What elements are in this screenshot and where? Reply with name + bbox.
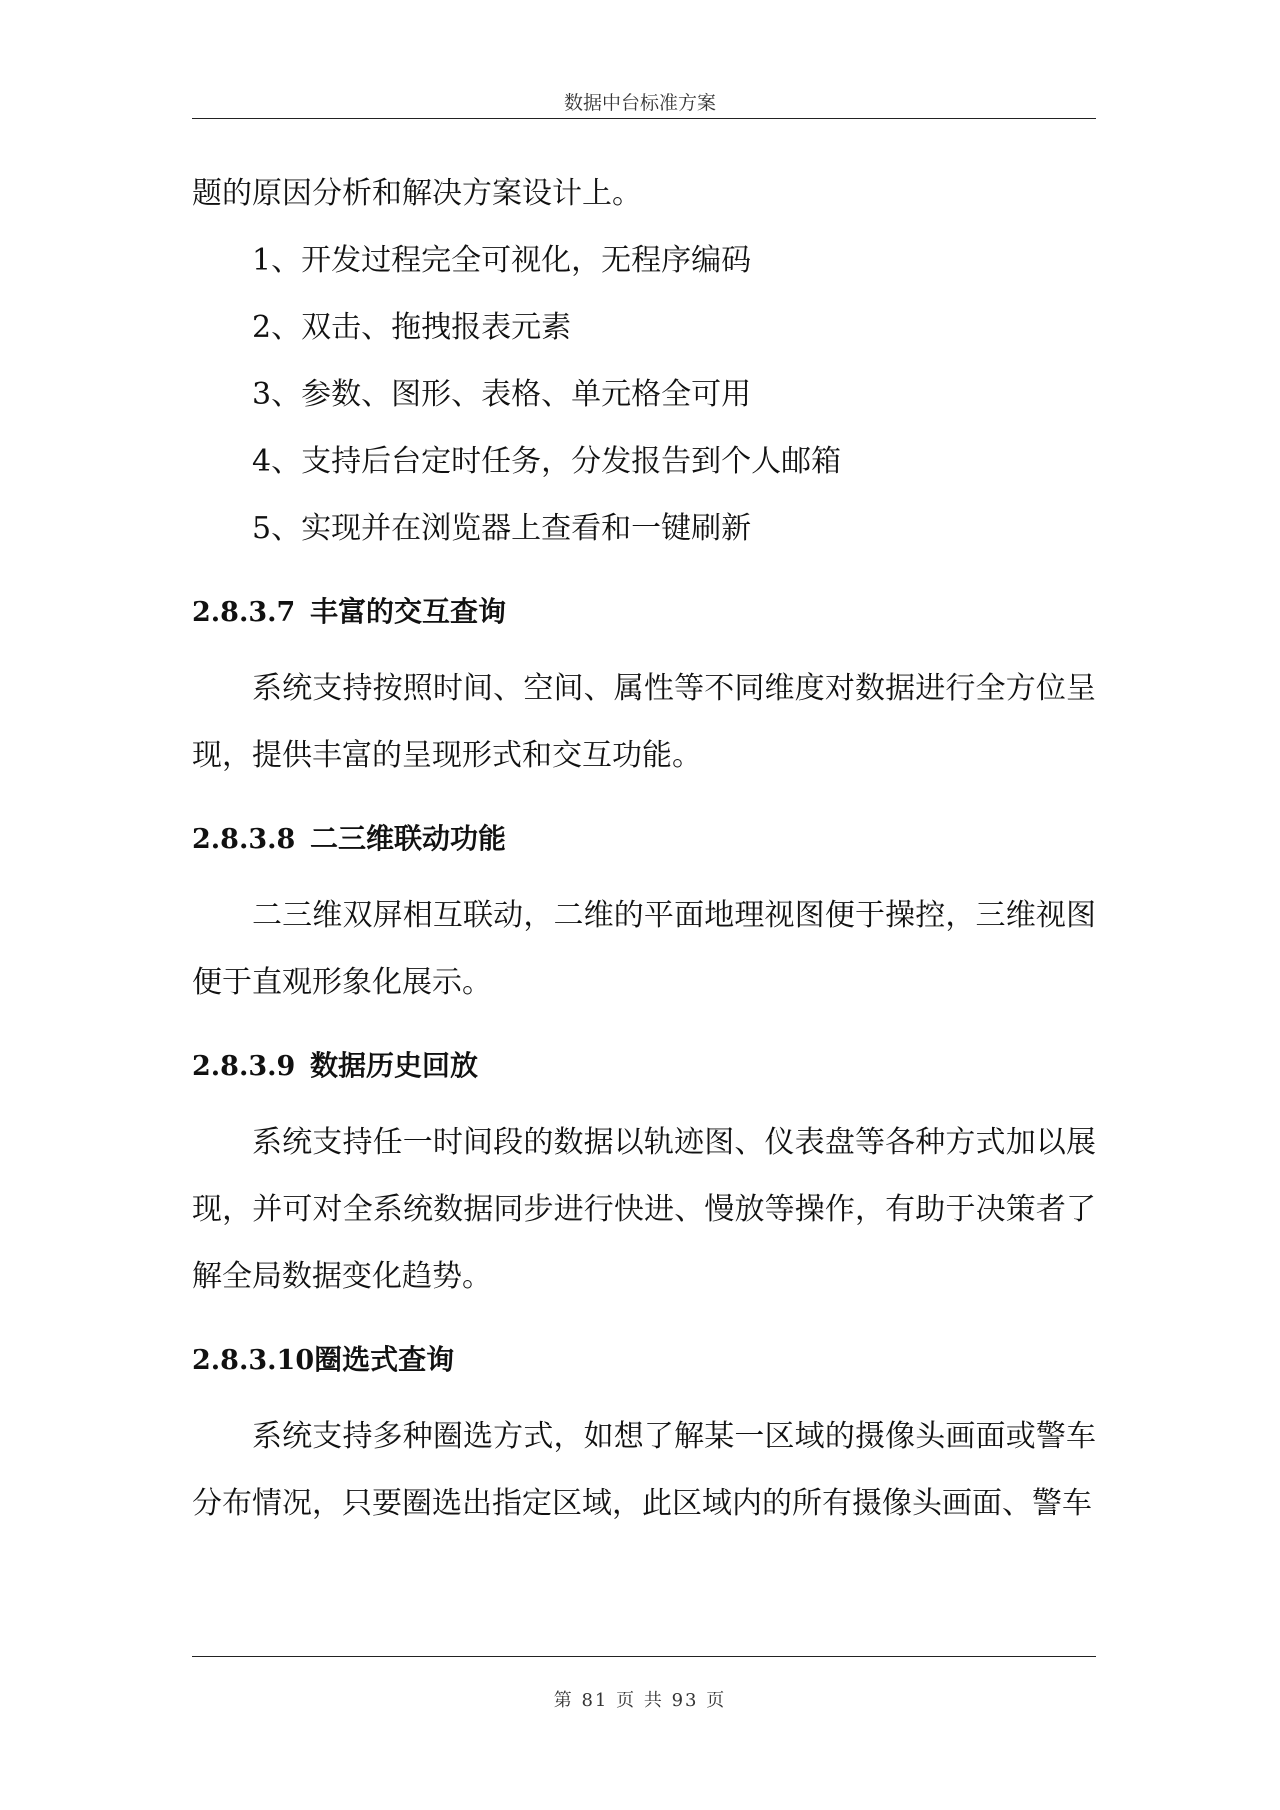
page-footer [0, 1686, 1280, 1712]
footer-suffix: 页 [706, 1690, 727, 1711]
footer-prefix: 第 [553, 1690, 574, 1711]
section-heading [192, 592, 1096, 633]
list-item: 4、支持后台定时任务，分发报告到个人邮箱 [252, 444, 842, 479]
current-page-number: 81 [581, 1690, 609, 1711]
footer-mid: 页 共 [616, 1690, 664, 1711]
section-heading [192, 819, 1096, 860]
section-title: 二三维联动功能 [310, 822, 507, 855]
section-body: 二三维双屏相互联动，二维的平面地理视图便于操控，三维视图便于直观形象化展示。 [192, 898, 1096, 1000]
list-item: 3、参数、图形、表格、单元格全可用 [252, 377, 752, 412]
section-title: 圈选式查询 [314, 1343, 455, 1376]
list-item: 5、实现并在浏览器上查看和一键刷新 [252, 511, 752, 546]
section-number: 2.8.3.8 [192, 824, 296, 855]
header-divider [192, 118, 1096, 119]
section-number: 2.8.3.10 [192, 1345, 315, 1376]
list-item: 1、开发过程完全可视化，无程序编码 [252, 243, 752, 278]
section-heading [192, 1340, 1096, 1381]
section-number: 2.8.3.7 [192, 597, 296, 628]
section-body: 系统支持多种圈选方式，如想了解某一区域的摄像头画面或警车分布情况，只要圈选出指定区域，此区域内的所有摄像头画面、警车 [192, 1419, 1096, 1521]
total-pages-number: 93 [671, 1690, 699, 1711]
feature-list [192, 227, 1096, 562]
section-body: 系统支持按照时间、空间、属性等不同维度对数据进行全方位呈现，提供丰富的呈现形式和交互功能。 [192, 671, 1096, 773]
document-body [192, 160, 1096, 1537]
intro-paragraph: 题的原因分析和解决方案设计上。 [192, 176, 642, 211]
section-number: 2.8.3.9 [192, 1051, 296, 1082]
list-item: 2、双击、拖拽报表元素 [252, 310, 572, 345]
section-heading [192, 1046, 1096, 1087]
footer-divider [192, 1656, 1096, 1657]
section-title: 丰富的交互查询 [310, 595, 507, 628]
section-title: 数据历史回放 [310, 1049, 479, 1082]
section-body: 系统支持任一时间段的数据以轨迹图、仪表盘等各种方式加以展现，并可对全系统数据同步进行快进、慢放等操作，有助于决策者了解全局数据变化趋势。 [192, 1125, 1096, 1294]
page-header-title: 数据中台标准方案 [563, 92, 716, 114]
